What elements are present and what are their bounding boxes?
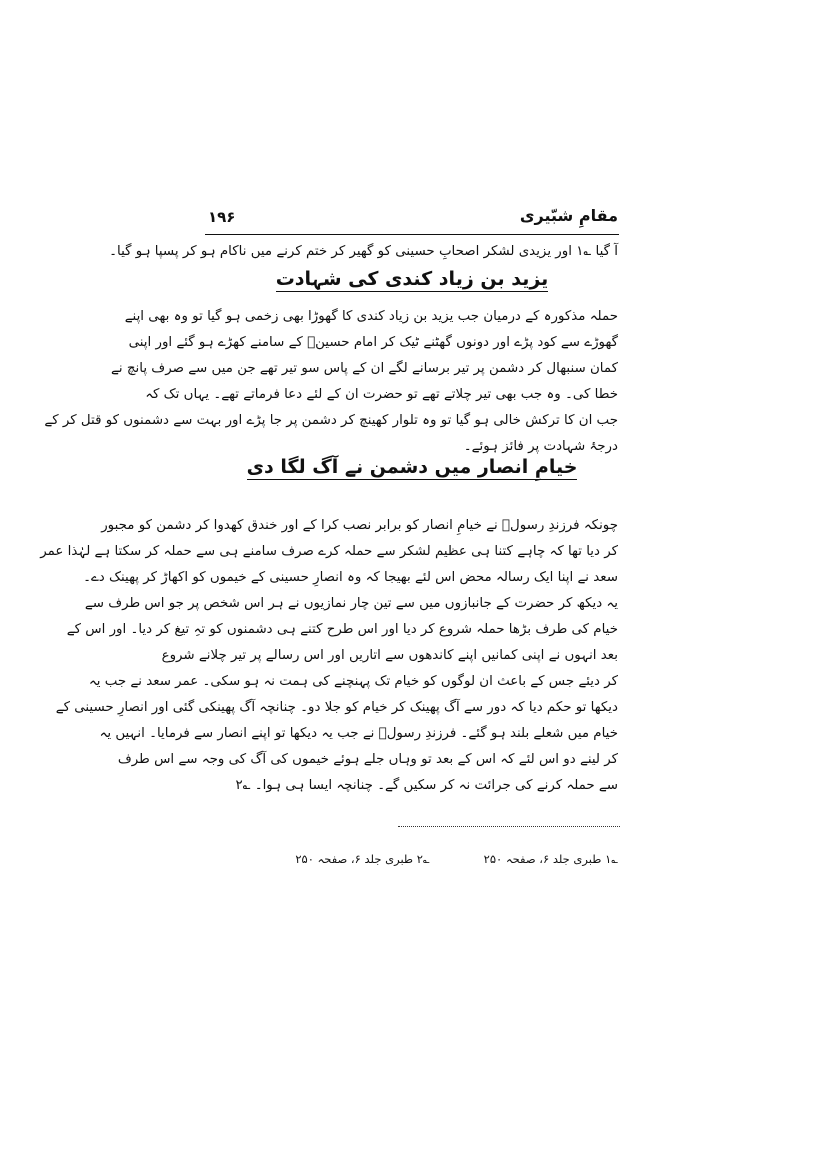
paragraph-2-line: دیکھا تو حکم دیا کہ دور سے آگ پھینک کر خیام کو جلا دو۔ چنانچہ آگ پھینکی گئی اور انصارِ حسینی کے (55, 700, 618, 715)
paragraph-1-line: گھوڑے سے کود پڑے اور دونوں گھٹنے ٹیک کر امام حسینؑ کے سامنے کھڑے ہو گئے اور اپنی (128, 335, 618, 350)
paragraph-2-line: کر لینے دو اس لئے کہ اس کے بعد تو وہاں جلے ہوئے خیموں کی آگ کی وجہ سے اس طرف (117, 752, 618, 767)
header-rule (205, 234, 619, 235)
running-title: مقامِ شبّیری (519, 206, 618, 225)
paragraph-1-line: حملہ مذکورہ کے درمیان جب یزید بن زیاد کندی کا گھوڑا بھی زخمی ہو گیا تو وہ بھی اپنے (124, 309, 618, 324)
section-heading-1-text: یزید بن زیاد کندی کی شہادت (275, 268, 549, 290)
intro-line: آ گیا ؎۱ اور یزیدی لشکر اصحابِ حسینی کو گھیر کر ختم کرنے میں ناکام ہو کر پسپا ہو گیا۔ (109, 244, 618, 259)
paragraph-2-line: یہ دیکھ کر حضرت کے جانبازوں میں سے تین چار نمازیوں نے ہر اس شخص پر جو اس طرف سے (84, 596, 618, 611)
paragraph-2-line: چونکہ فرزندِ رسولؐ نے خیامِ انصار کو برابر نصب کرا کے اور خندق کھدوا کر دشمن کو مجبور (101, 518, 618, 533)
paragraph-1-line: درجۂ شہادت پر فائز ہوئے۔ (463, 439, 618, 454)
paragraph-2-line: خیام میں شعلے بلند ہو گئے۔ فرزندِ رسولؐ نے جب یہ دیکھا تو اپنے انصار سے فرمایا۔ انہیں یہ (99, 726, 618, 741)
paragraph-1-line: خطا کی۔ وہ جب بھی تیر چلاتے تھے تو حضرت ان کے لئے دعا فرماتے تھے۔ یہاں تک کہ (145, 387, 618, 402)
paragraph-2-line: سے حملہ کرنے کی جرائت نہ کر سکیں گے۔ چنانچہ ایسا ہی ہوا۔ ؎۲ (235, 778, 618, 793)
paragraph-2-line: کر دیا تھا کہ چاہے کتنا ہی عظیم لشکر سے حملہ کرے صرف سامنے ہی سے حملہ کر سکتا ہے لہٰذا عمر (40, 544, 618, 559)
paragraph-2-line: خیام کی طرف بڑھا حملہ شروع کر دیا اور اس طرح کتنے ہی دشمنوں کو تہِ تیغ کر دیا۔ اور اس کے (66, 622, 618, 637)
section-heading-2 (206, 456, 618, 478)
footnote-2: ؎۲ طبری جلد ۶، صفحہ ۲۵۰ (295, 852, 430, 866)
paragraph-1-line: جب ان کا ترکش خالی ہو گیا تو وہ تلوار کھینچ کر دشمن پر جا پڑے اور بہت سے دشمنوں کو قتل کر کے (44, 413, 618, 428)
paragraph-2-line: سعد نے اپنا ایک رسالہ محض اس لئے بھیجا کہ وہ انصارِ حسینی کے خیموں کو اکھاڑ کر پھینک دے۔ (83, 570, 618, 585)
footnotes (295, 852, 618, 866)
section-heading-1 (206, 268, 618, 290)
paragraph-2-line: کر دیئے جس کے باعث ان لوگوں کو خیام تک پہنچنے کی ہمت نہ ہو سکی۔ عمر سعد نے جب یہ (88, 674, 618, 689)
paragraph-1-line: کمان سنبھال کر دشمن پر تیر برسانے لگے ان کے پاس سو تیر تھے جن میں سے صرف پانچ نے (111, 361, 618, 376)
footnote-1: ؎۱ طبری جلد ۶، صفحہ ۲۵۰ (483, 852, 618, 866)
page-number: ۱۹۶ (208, 208, 236, 226)
paragraph-2-line: بعد انہوں نے اپنی کمانیں اپنے کاندھوں سے اتاریں اور اس رسالے پر تیر چلانے شروع (161, 648, 618, 663)
section-heading-2-text: خیامِ انصار میں دشمن نے آگ لگا دی (246, 456, 578, 478)
page-header (208, 206, 618, 232)
footnote-separator (398, 826, 620, 827)
